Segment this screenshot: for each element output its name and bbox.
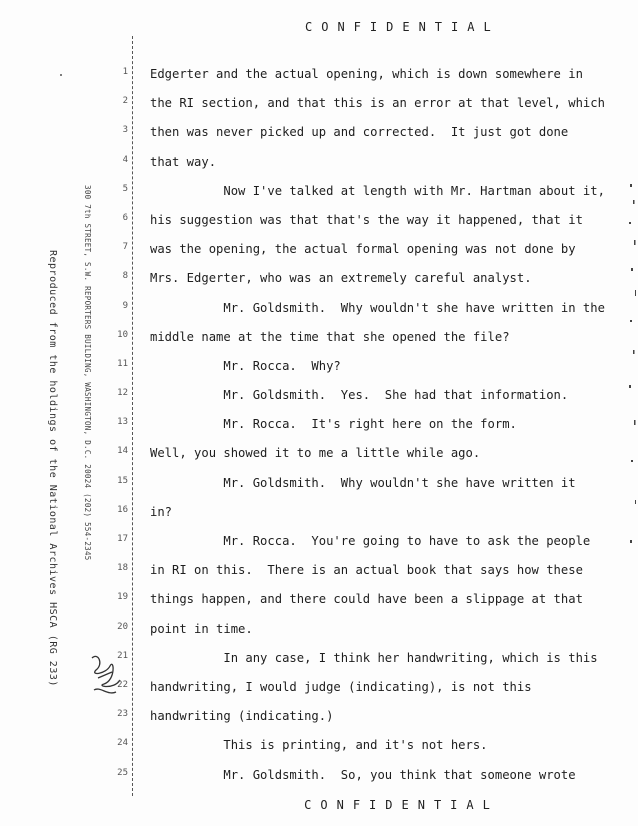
line-number: 25 <box>117 767 128 778</box>
transcript-line: This is printing, and it's not hers. <box>150 738 488 753</box>
confidential-header <box>0 20 638 34</box>
transcript-line: handwriting (indicating.) <box>150 709 334 724</box>
line-number: 4 <box>122 154 128 165</box>
line-number: 3 <box>122 125 128 136</box>
transcript-line: was the opening, the actual formal opening was not done by <box>150 242 576 257</box>
transcript-line: the RI section, and that this is an error at that level, which <box>150 96 605 111</box>
transcript-line: things happen, and there could have been a slippage at that <box>150 592 583 607</box>
transcript-line: that way. <box>150 154 217 169</box>
line-number: 22 <box>117 679 128 690</box>
line-number: 5 <box>122 183 128 194</box>
transcript-line: point in time. <box>150 621 253 636</box>
transcript-line: Mr. Rocca. Why? <box>150 358 341 373</box>
line-number: 13 <box>117 417 128 428</box>
transcript-line: in RI on this. There is an actual book that says how these <box>150 563 583 578</box>
header-text: CONFIDENTIAL <box>305 20 500 34</box>
transcript-line: in? <box>150 504 173 519</box>
transcript-line: Mr. Goldsmith. So, you think that someone wrote <box>150 767 576 782</box>
confidential-footer <box>0 798 638 812</box>
line-number: 24 <box>117 738 128 749</box>
line-number: 12 <box>117 388 128 399</box>
line-number: 7 <box>122 242 128 253</box>
line-number-column <box>108 64 128 794</box>
transcript-line: his suggestion was that that's the way it happened, that it <box>150 212 583 227</box>
archive-stamp: Reproduced from the holdings of the National Archives HSCA (RG 233) <box>47 250 58 687</box>
line-number: 18 <box>117 563 128 574</box>
transcript-line: Mr. Goldsmith. Yes. She had that information. <box>150 388 569 403</box>
transcript-line: handwriting, I would judge (indicating), is not this <box>150 679 532 694</box>
line-number: 19 <box>117 592 128 603</box>
line-number: 15 <box>117 475 128 486</box>
transcript-line: Now I've talked at length with Mr. Hartman about it, <box>150 183 605 198</box>
margin-rule <box>132 36 133 796</box>
line-number: 11 <box>117 358 128 369</box>
line-number: 10 <box>117 329 128 340</box>
transcript-line: Mr. Goldsmith. Why wouldn't she have written in the <box>150 300 605 315</box>
transcript-line: In any case, I think her handwriting, which is this <box>150 650 598 665</box>
line-number: 14 <box>117 446 128 457</box>
scan-edge-noise <box>624 180 638 580</box>
reporter-address-stamp: 300 7th STREET, S.W. REPORTERS BUILDING, WASHINGTON, D.C. 20024 (202) 554-2345 <box>83 185 92 561</box>
line-number: 8 <box>122 271 128 282</box>
line-number: 1 <box>122 67 128 77</box>
transcript-line: Well, you showed it to me a little while ago. <box>150 446 481 461</box>
transcript-line: Mr. Goldsmith. Why wouldn't she have written it <box>150 475 576 490</box>
transcript-line: Mrs. Edgerter, who was an extremely careful analyst. <box>150 271 532 286</box>
line-number: 9 <box>122 300 128 311</box>
transcript-line: then was never picked up and corrected. It just got done <box>150 125 569 140</box>
line-number: 21 <box>117 650 128 661</box>
line-number: 16 <box>117 504 128 515</box>
transcript-line: Mr. Rocca. It's right here on the form. <box>150 417 517 432</box>
line-number: 2 <box>122 96 128 107</box>
line-number: 17 <box>117 534 128 544</box>
line-number: 23 <box>117 709 128 720</box>
footer-text: CONFIDENTIAL <box>304 798 499 812</box>
line-number: 6 <box>122 212 128 223</box>
transcript-line: Mr. Rocca. You're going to have to ask the people <box>150 534 591 548</box>
scan-speck <box>60 74 62 76</box>
transcript-line: Edgerter and the actual opening, which is down somewhere in <box>150 67 583 81</box>
transcript-line: middle name at the time that she opened the file? <box>150 329 510 344</box>
line-number: 20 <box>117 621 128 632</box>
transcript-body <box>150 64 638 794</box>
